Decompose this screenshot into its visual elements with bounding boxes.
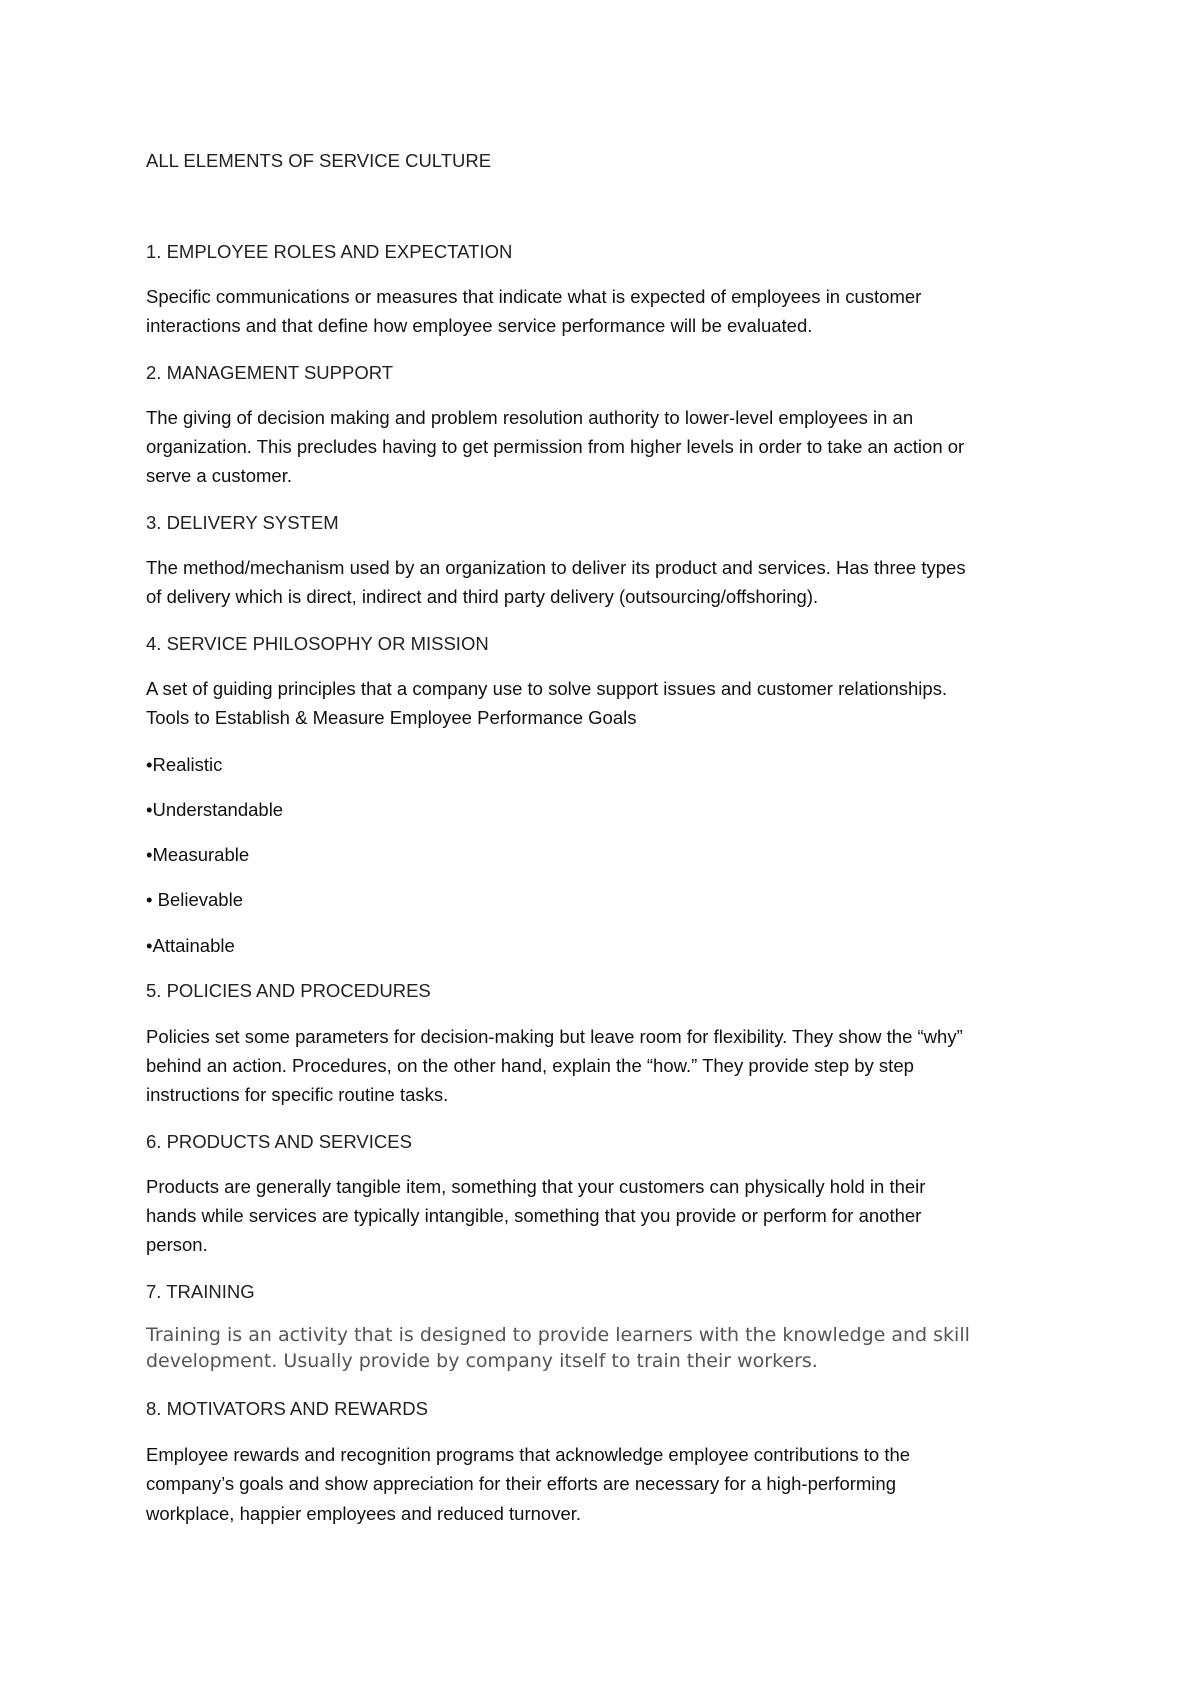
section-4-bullet-3: •Measurable xyxy=(146,844,250,865)
section-7-heading: 7. TRAINING xyxy=(146,1281,255,1302)
section-2-heading: 2. MANAGEMENT SUPPORT xyxy=(146,362,394,383)
section-4-line-1: A set of guiding principles that a company use to solve support issues and customer relationships. xyxy=(146,678,948,699)
document-title: ALL ELEMENTS OF SERVICE CULTURE xyxy=(146,150,492,171)
section-7-line-2: development. Usually provide by company itself to train their workers. xyxy=(146,1350,818,1372)
section-6-heading: 6. PRODUCTS AND SERVICES xyxy=(146,1131,412,1152)
section-5-line-2: behind an action. Procedures, on the other hand, explain the “how.” They provide step by step xyxy=(146,1055,914,1076)
section-8-line-2: company’s goals and show appreciation for their efforts are necessary for a high-performing xyxy=(146,1473,896,1494)
section-4-line-2: Tools to Establish & Measure Employee Performance Goals xyxy=(146,707,637,728)
section-6-line-3: person. xyxy=(146,1234,208,1255)
section-8-line-1: Employee rewards and recognition programs that acknowledge employee contributions to the xyxy=(146,1444,911,1465)
section-5-line-3: instructions for specific routine tasks. xyxy=(146,1084,449,1105)
section-4-bullet-2: •Understandable xyxy=(146,799,284,820)
section-2-line-1: The giving of decision making and problem resolution authority to lower-level employees in an xyxy=(146,407,914,428)
section-8-line-3: workplace, happier employees and reduced turnover. xyxy=(146,1503,582,1524)
section-4-bullet-4: • Believable xyxy=(146,889,243,910)
section-3-line-1: The method/mechanism used by an organization to deliver its product and services. Has three types xyxy=(146,557,966,578)
section-5-line-1: Policies set some parameters for decision-making but leave room for flexibility. They show the “why” xyxy=(146,1026,963,1047)
section-4-bullet-5: •Attainable xyxy=(146,935,235,956)
section-7-line-1: Training is an activity that is designed to provide learners with the knowledge and skill xyxy=(146,1324,970,1346)
section-1-line-2: interactions and that define how employee service performance will be evaluated. xyxy=(146,315,813,336)
section-4-heading: 4. SERVICE PHILOSOPHY OR MISSION xyxy=(146,633,489,654)
section-6-line-1: Products are generally tangible item, something that your customers can physically hold in their xyxy=(146,1176,926,1197)
section-1-line-1: Specific communications or measures that indicate what is expected of employees in customer xyxy=(146,286,922,307)
section-2-line-2: organization. This precludes having to get permission from higher levels in order to take an action or xyxy=(146,436,965,457)
section-2-line-3: serve a customer. xyxy=(146,465,293,486)
section-3-line-2: of delivery which is direct, indirect and third party delivery (outsourcing/offshoring). xyxy=(146,586,819,607)
section-3-heading: 3. DELIVERY SYSTEM xyxy=(146,512,339,533)
section-4-bullet-1: •Realistic xyxy=(146,754,223,775)
section-8-heading: 8. MOTIVATORS AND REWARDS xyxy=(146,1398,428,1419)
section-6-line-2: hands while services are typically intangible, something that you provide or perform for another xyxy=(146,1205,922,1226)
section-5-heading: 5. POLICIES AND PROCEDURES xyxy=(146,980,431,1001)
section-1-heading: 1. EMPLOYEE ROLES AND EXPECTATION xyxy=(146,241,513,262)
